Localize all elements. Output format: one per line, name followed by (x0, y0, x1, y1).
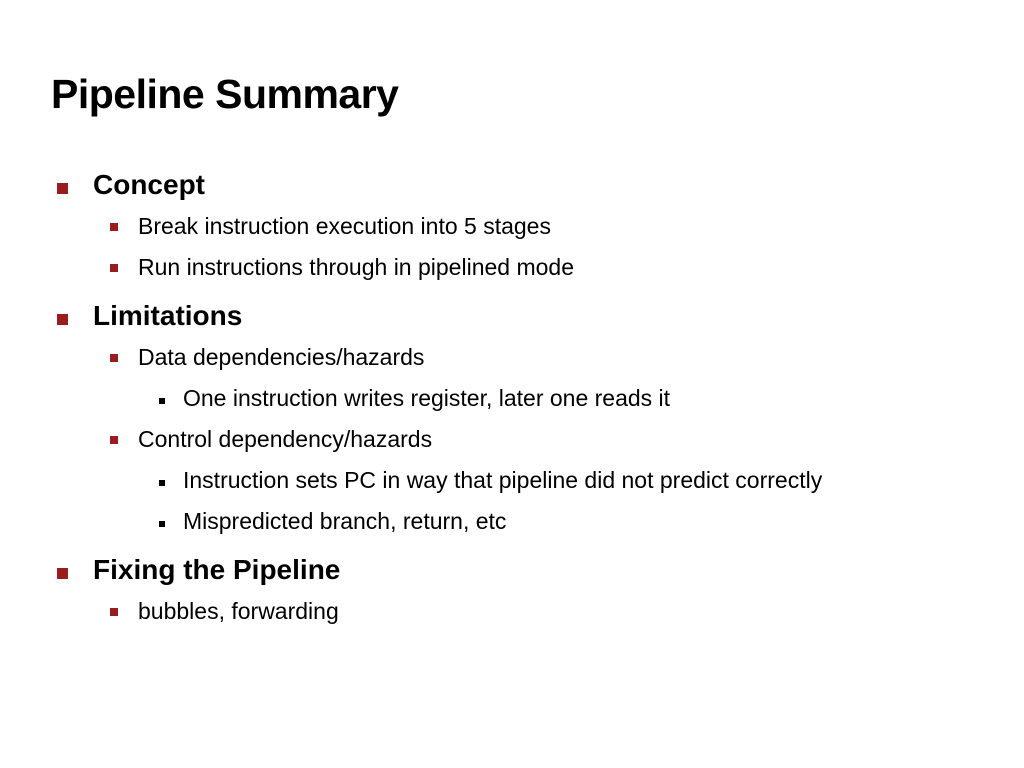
sub-bullet-label: bubbles, forwarding (138, 598, 339, 624)
small-square-bullet-icon (159, 480, 165, 486)
sub-bullet-label: Data dependencies/hazards (138, 344, 425, 370)
sub-bullet-label: Break instruction execution into 5 stages (138, 213, 551, 239)
square-bullet-icon (57, 183, 68, 194)
sub-sub-bullet-label: Instruction sets PC in way that pipeline did not predict correctly (183, 467, 823, 493)
sub-sub-bullet-label: Mispredicted branch, return, etc (183, 508, 507, 534)
small-square-bullet-icon (159, 398, 165, 404)
small-square-bullet-icon (159, 521, 165, 527)
bullet-label: Concept (93, 169, 205, 200)
sub-bullet-label: Control dependency/hazards (138, 426, 433, 452)
square-bullet-icon (110, 436, 118, 444)
sub-sub-bullet-label: One instruction writes register, later one reads it (183, 385, 671, 411)
square-bullet-icon (110, 608, 118, 616)
bullet-label: Fixing the Pipeline (93, 554, 341, 585)
square-bullet-icon (110, 264, 118, 272)
sub-bullet-label: Run instructions through in pipelined mode (138, 254, 574, 280)
slide-title: Pipeline Summary (51, 71, 399, 117)
square-bullet-icon (57, 568, 68, 579)
bullet-label: Limitations (93, 300, 243, 331)
square-bullet-icon (110, 354, 118, 362)
square-bullet-icon (110, 223, 118, 231)
square-bullet-icon (57, 314, 68, 325)
